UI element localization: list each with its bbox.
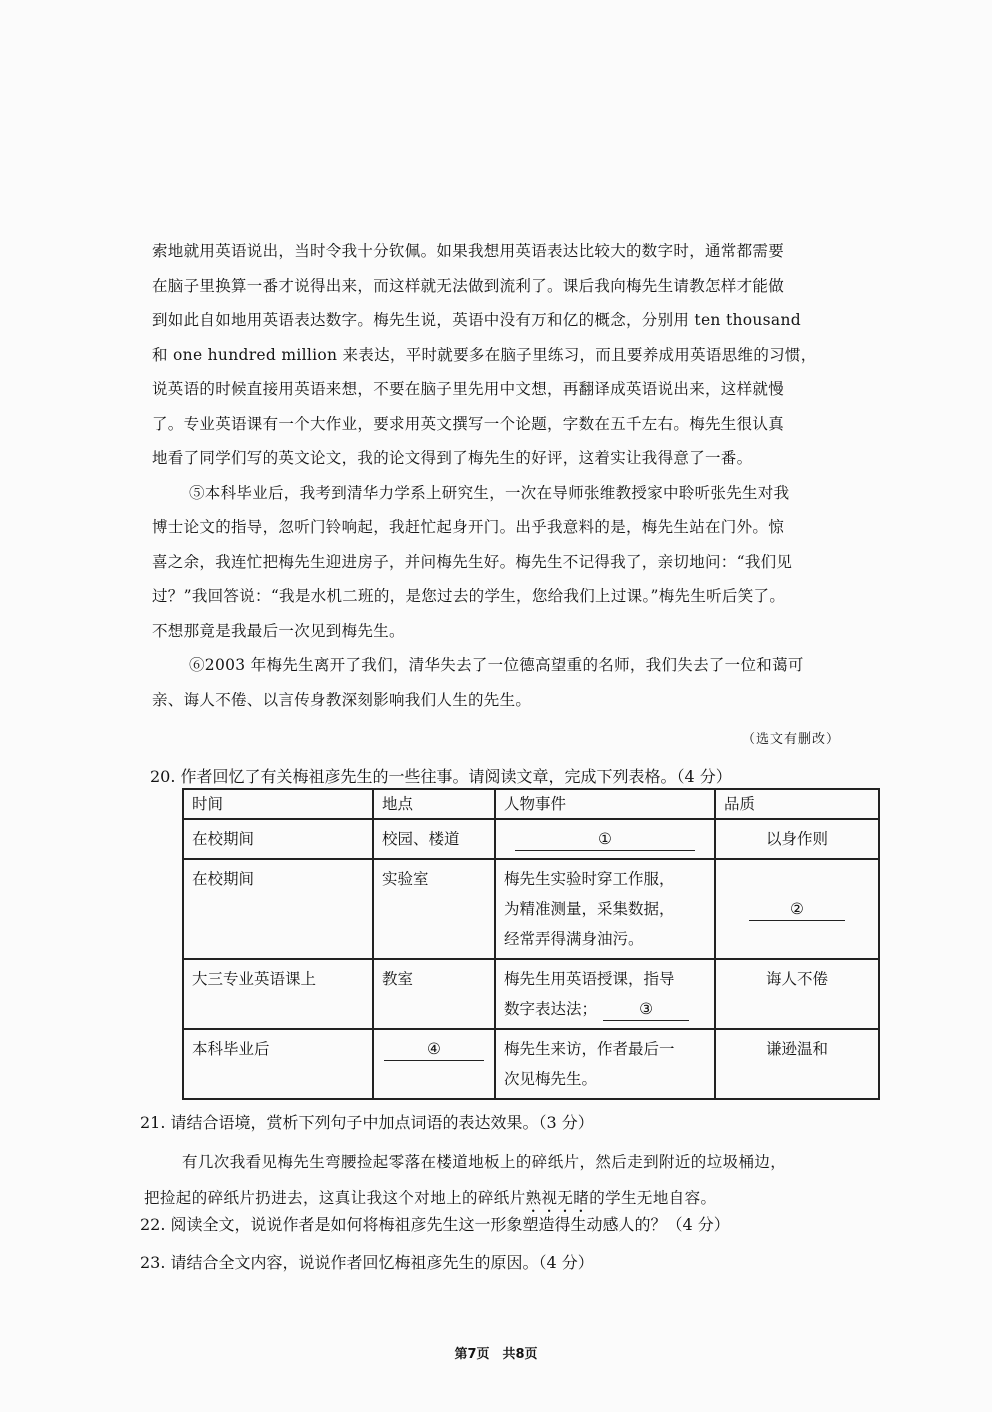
passage <box>152 234 912 717</box>
table-row <box>183 859 879 959</box>
event-line: 为精准测量，采集数据， <box>504 900 675 918</box>
question-23-prompt: 23. 请结合全文内容，说说作者回忆梅祖彦先生的原因。（4 分） <box>140 1253 594 1272</box>
table-row <box>183 959 879 1029</box>
passage-line: 喜之余，我连忙把梅先生迎进房子，并问梅先生好。梅先生不记得我了，亲切地问：“我们见 <box>152 552 793 571</box>
passage-line: 到如此自如地用英语表达数字。梅先生说，英语中没有万和亿的概念，分别用 ten thousand <box>152 311 801 329</box>
question-22-prompt: 22. 阅读全文，说说作者是如何将梅祖彦先生这一形象塑造得生动感人的？（4 分） <box>140 1215 730 1234</box>
passage-line: 说英语的时候直接用英语来想，不要在脑子里先用中文想，再翻译成英语说出来，这样就慢 <box>152 380 785 398</box>
cell-event <box>495 819 715 859</box>
header-event: 人物事件 <box>495 789 715 819</box>
cell-time: 在校期间 <box>183 819 373 859</box>
header-place: 地点 <box>373 789 495 819</box>
event-text: 数字表达法； <box>504 1000 598 1018</box>
event-line: 次见梅先生。 <box>504 1070 598 1088</box>
passage-line: 不想那竟是我最后一次见到梅先生。 <box>152 621 405 640</box>
quote-line <box>144 1180 924 1216</box>
question-21-prompt: 21. 请结合语境，赏析下列句子中加点词语的表达效果。（3 分） <box>140 1113 594 1132</box>
cell-event <box>495 859 715 959</box>
cell-place: 校园、楼道 <box>373 819 495 859</box>
table-row <box>183 1029 879 1099</box>
passage-line: 博士论文的指导，忽听门铃响起，我赶忙起身开门。出乎我意料的是，梅先生站在门外。惊 <box>152 518 785 536</box>
event-line <box>504 994 706 1024</box>
header-quality: 品质 <box>715 789 879 819</box>
passage-line: 过？”我回答说：“我是水机二班的，是您过去的学生，您给我们上过课。”梅先生听后笑了。 <box>152 587 786 605</box>
cell-time: 本科毕业后 <box>183 1029 373 1099</box>
cell-time: 在校期间 <box>183 859 373 959</box>
blank-4[interactable]: ④ <box>384 1038 484 1061</box>
passage-line: 亲、诲人不倦、以言传身教深刻影响我们人生的先生。 <box>152 690 532 709</box>
event-line: 经常弄得满身油污。 <box>504 930 644 948</box>
quote-text: 把捡起的碎纸片扔进去，这真让我这个对地上的碎纸片 <box>144 1189 526 1207</box>
cell-quality <box>715 859 879 959</box>
event-line: 梅先生来访，作者最后一 <box>504 1040 675 1058</box>
blank-2[interactable]: ② <box>749 898 845 921</box>
quote-line: 有几次我看见梅先生弯腰捡起零落在楼道地板上的碎纸片，然后走到附近的垃圾桶边， <box>182 1153 787 1171</box>
passage-line: 地看了同学们写的英文论文，我的论文得到了梅先生的好评，这着实让我得意了一番。 <box>152 449 753 467</box>
cell-place <box>373 1029 495 1099</box>
passage-line: 和 one hundred million 来表达，平时就要多在脑子里练习，而且要养成用英语思维的习惯， <box>152 345 817 364</box>
cell-time: 大三专业英语课上 <box>183 959 373 1029</box>
table-row <box>183 819 879 859</box>
cell-place: 实验室 <box>373 859 495 959</box>
passage-line: 了。专业英语课有一个大作业，要求用英文撰写一个论题，字数在五千左右。梅先生很认真 <box>152 414 785 433</box>
event-line: 梅先生实验时穿工作服， <box>504 870 675 888</box>
table-header-row <box>183 789 879 819</box>
header-time: 时间 <box>183 789 373 819</box>
answer-table <box>182 788 880 1100</box>
cell-quality: 谦逊温和 <box>715 1029 879 1099</box>
blank-3[interactable]: ③ <box>603 998 689 1021</box>
question-21-quote <box>144 1144 924 1216</box>
page-number: 第7页 共8页 <box>454 1347 538 1362</box>
passage-line: 在脑子里换算一番才说得出来，而这样就无法做到流利了。课后我向梅先生请教怎样才能做 <box>152 276 785 295</box>
blank-1[interactable]: ① <box>515 828 695 851</box>
cell-place: 教室 <box>373 959 495 1029</box>
cell-quality: 以身作则 <box>715 819 879 859</box>
cell-event <box>495 959 715 1029</box>
quote-text: 的学生无地自容。 <box>589 1189 717 1207</box>
paragraph-6-line: ⑥2003 年梅先生离开了我们，清华失去了一位德高望重的名师，我们失去了一位和蔼可 <box>189 656 804 674</box>
event-line: 梅先生用英语授课，指导 <box>504 970 675 988</box>
source-note: （选文有删改） <box>742 732 841 747</box>
question-20-prompt: 20. 作者回忆了有关梅祖彦先生的一些往事。请阅读文章，完成下列表格。（4 分） <box>150 767 732 786</box>
paragraph-5-line: ⑤本科毕业后，我考到清华力学系上研究生，一次在导师张维教授家中聆听张先生对我 <box>189 483 790 502</box>
cell-quality: 诲人不倦 <box>715 959 879 1029</box>
passage-line: 索地就用英语说出，当时令我十分钦佩。如果我想用英语表达比较大的数字时，通常都需要 <box>152 242 785 260</box>
cell-event <box>495 1029 715 1099</box>
dotted-phrase: 熟视无睹 <box>525 1189 590 1207</box>
